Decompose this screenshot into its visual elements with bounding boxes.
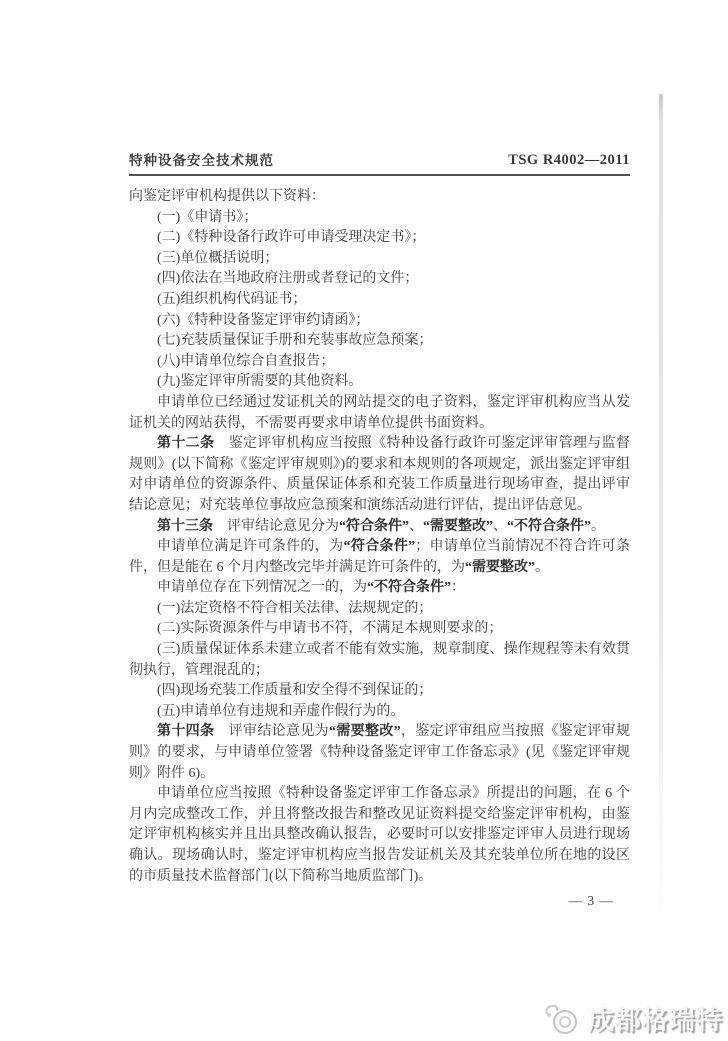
emphasized-text: “需要整改”: [329, 724, 401, 740]
paragraph: [129, 393, 630, 434]
document-body: [129, 187, 630, 887]
paragraph: [129, 249, 630, 270]
text-segment: 鉴定评审机构应当按照《特种设备行政许可鉴定评审管理与监督规则》(以下简称《鉴定评审规则》)的要求和本规则的各项规定，派出鉴定评审组对申请单位的资源条件、质量保证体系和充装工作质量进行现场审查，提出评审结论意见；对充装单位事故应急预案和演练活动进行评估，提出评估意见。: [129, 436, 630, 513]
text-segment: (三)单位概括说明；: [157, 250, 279, 266]
emphasized-text: “需要整改”: [423, 518, 493, 534]
paragraph: [129, 517, 630, 538]
paragraph: [129, 619, 630, 640]
document-header: [129, 149, 630, 176]
paragraph: [129, 702, 630, 723]
paragraph: [129, 537, 630, 578]
emphasized-text: “需要整改”: [465, 559, 535, 575]
paragraph: [129, 434, 630, 516]
paragraph: [129, 290, 630, 311]
header-document-code: TSG R4002—2011: [508, 152, 630, 168]
text-segment: (三)质量保证体系未建立或者不能有效实施，规章制度、操作规程等未有效贯彻执行，管理混乱的；: [129, 642, 630, 678]
page-number: — 3 —: [568, 893, 614, 909]
text-segment: 申请单位已经通过发证机关的网站提交的电子资料，鉴定评审机构应当从发证机关的网站获得，不需要再要求申请单位提供书面资料。: [129, 394, 630, 431]
text-segment: (二)实际资源条件与申请书不符，不满足本规则要求的；: [157, 621, 503, 637]
paragraph: [129, 722, 630, 784]
emphasized-text: 第十三条: [157, 518, 213, 534]
text-segment: (一)《申请书》；: [157, 209, 258, 225]
watermark-label: 成都格瑞特: [587, 1006, 723, 1035]
page-edge-scan-line: [659, 94, 663, 922]
paragraph: [129, 269, 630, 290]
text-segment: 向鉴定评审机构提供以下资料：: [129, 189, 325, 204]
text-segment: (二)《特种设备行政许可申请受理决定书》；: [157, 230, 426, 246]
paragraph: [129, 331, 630, 352]
emphasized-text: “符合条件”: [343, 539, 416, 555]
emphasized-text: “符合条件”: [339, 518, 409, 534]
text-segment: 申请单位满足许可条件的，为: [157, 539, 344, 555]
text-segment: (五)申请单位有违规和弄虚作假行为的。: [157, 703, 405, 719]
text-segment: ：: [451, 580, 465, 596]
text-segment: (四)依法在当地政府注册或者登记的文件；: [157, 271, 419, 287]
paragraph: [129, 784, 630, 887]
paragraph: [129, 578, 630, 599]
text-segment: 。: [591, 518, 605, 534]
text-segment: (八)申请单位综合自查报告；: [157, 353, 335, 369]
text-segment: (一)法定资格不符合相关法律、法规规定的；: [157, 600, 433, 616]
text-segment: 评审结论意见为: [214, 724, 330, 740]
camera-icon: [541, 1001, 581, 1037]
text-segment: ，鉴定评审组应当按照《鉴定评审规则》的要求，与申请单位签署《特种设备鉴定评审工作备忘录》(见《鉴定评审规则》附件 6)。: [129, 724, 631, 781]
text-segment: 。: [535, 559, 549, 575]
emphasized-text: “不符合条件”: [367, 580, 451, 596]
emphasized-text: 第十二条: [157, 436, 215, 452]
text-segment: (九)鉴定评审所需要的其他资料。: [157, 374, 363, 390]
text-segment: (六)《特种设备鉴定评审约请函》；: [157, 312, 370, 328]
text-segment: 、: [409, 518, 423, 534]
text-segment: (四)现场充装工作质量和安全得不到保证的；: [157, 683, 433, 699]
paragraph: [129, 208, 630, 229]
text-segment: 、: [493, 518, 507, 534]
text-segment: (七)充装质量保证手册和充装事故应急预案；: [157, 333, 433, 349]
paragraph: [129, 228, 630, 249]
emphasized-text: 第十四条: [157, 724, 215, 740]
text-segment: 申请单位应当按照《特种设备鉴定评审工作备忘录》所提出的问题，在 6 个月内完成整改工作，并且将整改报告和整改见证资料提交给鉴定评审机构，由鉴定评审机构核实并且出具整改确认报告，必要时可以安排鉴定评审人员进行现场确认。现场确认时，鉴定评审机构应当报告发证机关及其充装单位所在地的设区的市质量技术监督部门(以下简称当地质监部门)。: [129, 786, 630, 884]
paragraph: [129, 372, 630, 393]
document-content: [129, 149, 630, 909]
paragraph: [129, 681, 630, 702]
emphasized-text: “不符合条件”: [507, 518, 591, 534]
text-segment: 评审结论意见分为: [213, 518, 339, 534]
paragraph: [129, 352, 630, 373]
text-segment: ；申请单位当前情况不符合许可条件，但是能在 6 个月内整改完毕并满足许可条件的，为: [129, 539, 630, 575]
paragraph: [129, 311, 630, 332]
text-segment: 申请单位存在下列情况之一的，为: [157, 580, 367, 596]
paragraph: [129, 599, 630, 620]
header-title: 特种设备安全技术规范: [129, 153, 274, 168]
paragraph: [129, 187, 630, 208]
text-segment: (五)组织机构代码证书；: [157, 291, 307, 307]
paragraph: [129, 640, 630, 681]
watermark: [541, 1000, 723, 1037]
